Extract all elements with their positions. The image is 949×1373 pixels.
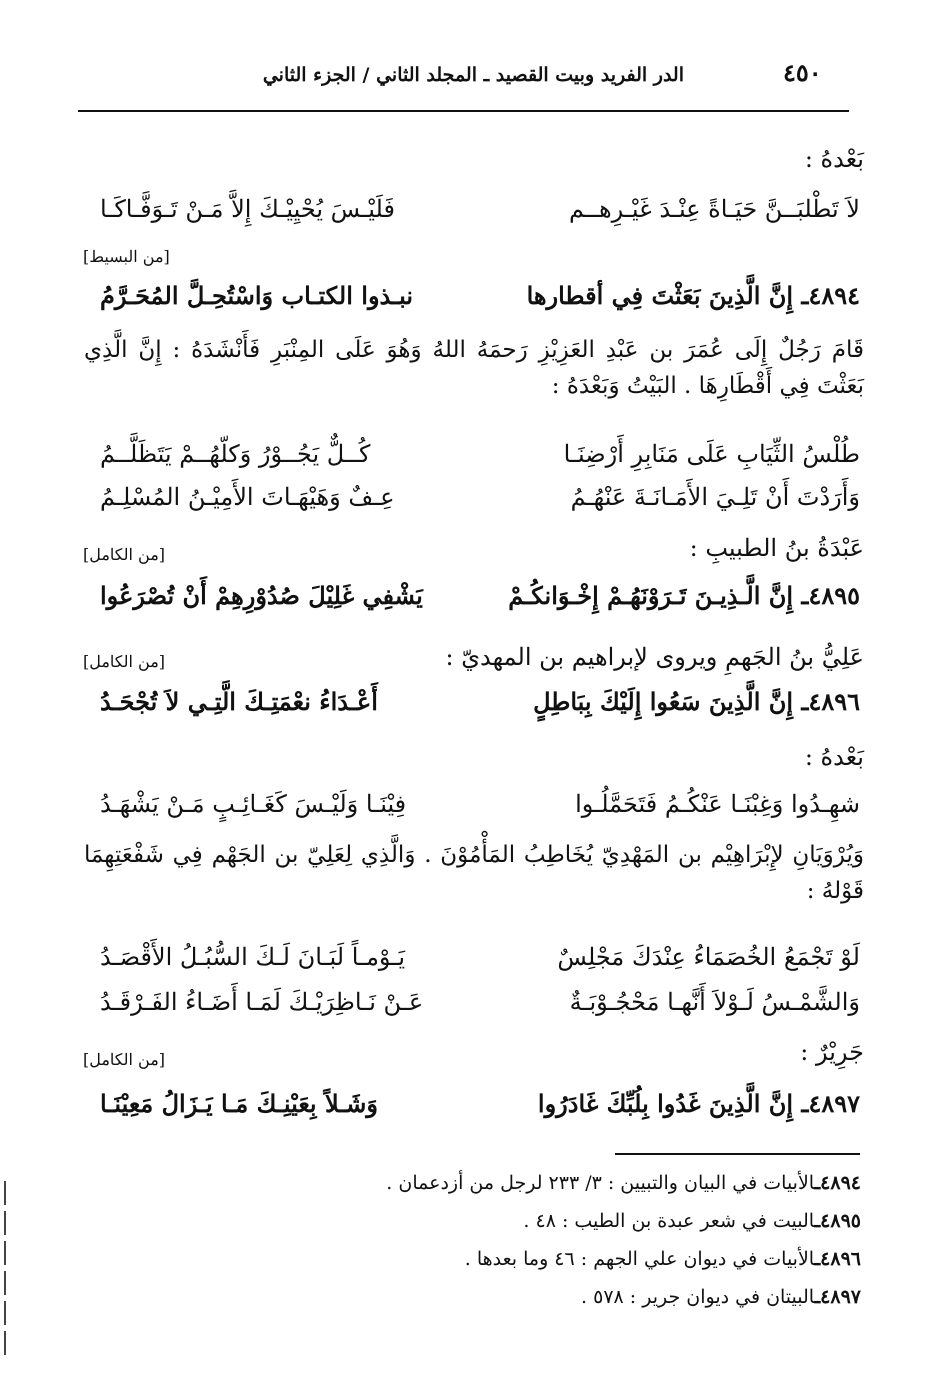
after-label: بَعْدهُ : — [804, 743, 864, 771]
poet-attribution: عَبْدَةُ بنُ الطبيبِ : — [689, 534, 864, 562]
poet-attribution: جَرِيْرٌ : — [800, 1038, 864, 1066]
commentary-paragraph: قَامَ رَجُلٌ إِلَى عُمَرَ بن عَبْدِ العَزِيْزِ رَحمَهُ اللهُ وَهُوَ عَلَى المِنْبَرِ فَأَنْشَدَهُ : إِنَّ الَّذِي بَعَثْتَ فِي أَقْطَارِهَا . البَيْتُ وَبَعْدَهُ : — [84, 337, 864, 399]
footnote-rule — [615, 1153, 860, 1155]
meter-label: [من البسيط] — [83, 247, 170, 266]
verse-second-hemistich: عِـفٌ وَهَيْهَـاتَ الأَمِيْـنُ المُسْلِـمُ — [100, 483, 395, 511]
verse-second-hemistich: نبـذوا الكتـاب وَاسْتُحِـلَّ المُحَـرَّمُ — [100, 281, 414, 310]
verse-number: ٤٨٩٧ـ — [801, 1089, 860, 1118]
verse-second-hemistich: فَلَيْـسَ يُحْيِيْـكَ إِلاَّ مَـنْ تَـوَفَّـاكَـا — [100, 195, 395, 223]
footnote — [465, 1248, 861, 1270]
verse-second-hemistich: فِيْنَـا وَلَيْـسَ كَغَـائِـبٍ مَـنْ يَشْهَـدُ — [100, 790, 407, 818]
footnote — [581, 1286, 861, 1308]
verse-first-hemistich — [510, 1090, 860, 1119]
footnote-number: ٤٨٩٦ـ — [814, 1248, 861, 1270]
header-rule — [78, 110, 849, 112]
verse-first-hemistich — [510, 688, 860, 717]
footnote-text: البيتان في ديوان جرير : ٥٧٨ . — [581, 1286, 815, 1308]
meter-label: [من الكامل] — [83, 652, 166, 671]
footnote-number: ٤٨٩٥ـ — [814, 1210, 861, 1232]
verse-second-hemistich: يَـوْمـاً لَبَـانَ لَـكَ السُّبُـلُ الأَقْصَـدُ — [100, 943, 406, 971]
verse-line — [100, 483, 860, 512]
numbered-verse-4896 — [100, 688, 860, 717]
footnote — [523, 1210, 861, 1232]
verse-second-hemistich: أَعْـدَاءُ نعْمَتِـكَ الَّتِـي لاَ تُجْحَـدُ — [100, 687, 378, 716]
verse-number: ٤٨٩٥ـ — [801, 581, 860, 610]
meter-label: [من الكامل] — [83, 1050, 166, 1069]
verse-second-hemistich: كُــلٌّ يَجُــوْرُ وَكلّهُــمْ يَتَظَلَّــمُ — [100, 440, 371, 468]
scan-edge-marks — [0, 1175, 6, 1373]
verse-first-hemistich: طُلْسُ الثِّيَابِ عَلَى مَنَابِرِ أَرْضِنَـا — [563, 440, 860, 468]
footnote-number: ٤٨٩٤ـ — [814, 1172, 861, 1194]
verse-first-hemistich: وَأَرَدْتَ أَنْ تَلِـيَ الأَمَـانَـةَ عَنْهُـمُ — [570, 483, 860, 511]
verse-line — [100, 440, 860, 469]
running-header-title: الدر الفريد وبيت القصيد ـ المجلد الثاني / الجزء الثاني — [262, 64, 684, 86]
verse-text: إِنَّ الَّذِينَ غَدُوا بِلُبِّكَ غَادَرُوا — [537, 1089, 794, 1118]
verse-number: ٤٨٩٤ـ — [801, 281, 860, 310]
numbered-verse-4894 — [100, 282, 860, 311]
verse-text: إِنَّ الَّـذِيـنَ تَـرَوْنَهُـمْ إِخْـوَانكُـمْ — [508, 581, 794, 610]
verse-first-hemistich: وَالشَّمْـسُ لَـوْلاَ أَنَّهـا مَحْجُـوْبَـةٌ — [569, 988, 860, 1016]
verse-second-hemistich: يَشْفِي غَلِيْلَ صُدُوْرِهِمْ أَنْ تُصْرَعُوا — [100, 581, 423, 610]
verse-line — [100, 195, 860, 224]
verse-first-hemistich: لَوْ تَجْمَعُ الخُصَمَاءُ عِنْدَكَ مَجْلِسٌ — [557, 943, 860, 971]
verse-first-hemistich — [510, 282, 860, 311]
footnote — [386, 1172, 861, 1194]
footnote-text: البيت في شعر عبدة بن الطيب : ٤٨ . — [523, 1210, 815, 1232]
verse-number: ٤٨٩٦ـ — [801, 687, 860, 716]
verse-first-hemistich: شهِـدُوا وَغِبْنَـا عَنْكُـمُ فَتَحَمَّلُـوا — [575, 790, 860, 818]
verse-text: إِنَّ الَّذِينَ بَعَثْتَ فِي أقطارها — [526, 281, 794, 310]
verse-second-hemistich: عَـنْ نَـاظِرَيْـكَ لَمَـا أَضَـاءُ الفَـرْقَـدُ — [100, 988, 424, 1016]
verse-line — [100, 943, 860, 972]
after-label: بَعْدهُ : — [804, 145, 864, 173]
verse-line — [100, 988, 860, 1017]
verse-second-hemistich: وَشَـلاً بِعَيْنِـكَ مَـا يَـزَالُ مَعِيْنَـا — [100, 1089, 378, 1118]
verse-first-hemistich — [510, 582, 860, 611]
footnote-text: الأبيات في ديوان علي الجهم : ٤٦ وما بعدها . — [464, 1248, 815, 1270]
verse-line — [100, 790, 860, 819]
numbered-verse-4897 — [100, 1090, 860, 1119]
meter-label: [من الكامل] — [83, 545, 166, 564]
page-number: ٤٥٠ — [783, 58, 822, 87]
verse-text: إِنَّ الَّذِينَ سَعُوا إِلَيْكَ بِبَاطِلٍ — [533, 687, 794, 716]
footnote-text: الأبيات في البيان والتبيين : ٣/ ٢٣٣ لرجل من أزدعمان . — [386, 1172, 815, 1194]
verse-first-hemistich: لاَ تَطْلبَــنَّ حَيَـاةً عِنْـدَ غَيْـرِهــم — [568, 195, 860, 223]
footnote-number: ٤٨٩٧ـ — [814, 1286, 861, 1308]
numbered-verse-4895 — [100, 582, 860, 611]
poet-attribution: عَلِيُّ بنُ الجَهمِ ويروى لإبراهيم بن المهديّ : — [445, 643, 864, 671]
commentary-paragraph: وَيُرْوَيَانِ لإِبْرَاهِيْم بن المَهْدِيّ يُخَاطِبُ المَأْمُوْنَ . وَالَّذِي لِعَلِيّ بن الجَهْم فِي شَفْعَتِهِمَا قَوْلهُ : — [84, 842, 864, 904]
